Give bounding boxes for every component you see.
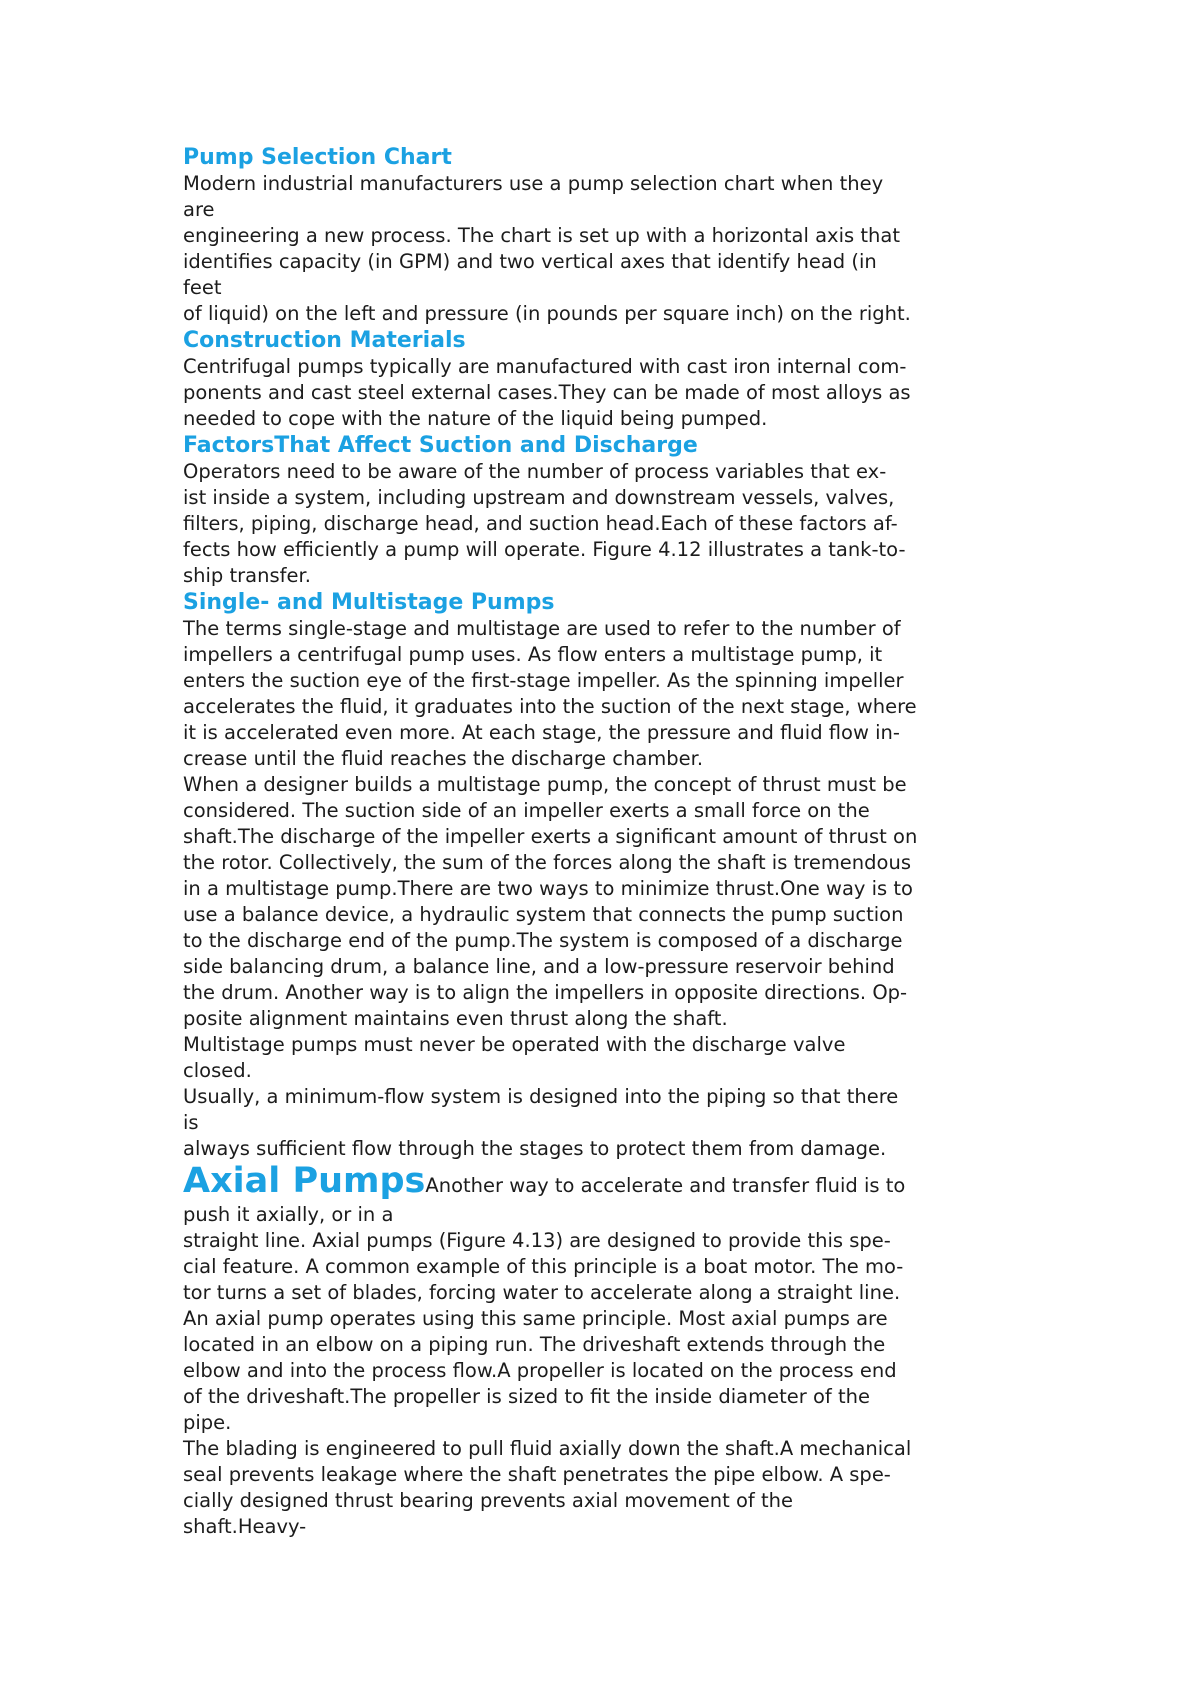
body-line: considered. The suction side of an impeller exerts a small force on the <box>183 799 870 822</box>
body-line: push it axially, or in a <box>183 1203 394 1226</box>
body-line: cial feature. A common example of this principle is a boat motor. The mo- <box>183 1255 904 1278</box>
body-line: seal prevents leakage where the shaft penetrates the pipe elbow. A spe- <box>183 1463 891 1486</box>
body-line: engineering a new process. The chart is set up with a horizontal axis that <box>183 224 900 247</box>
body-line: ship transfer. <box>183 564 311 587</box>
body-line: always sufficient flow through the stages to protect them from damage. <box>183 1137 887 1160</box>
body-line: An axial pump operates using this same principle. Most axial pumps are <box>183 1307 888 1330</box>
body-line: Usually, a minimum-flow system is designed into the piping so that there <box>183 1085 899 1108</box>
body-line: ponents and cast steel external cases.They can be made of most alloys as <box>183 381 911 404</box>
body-line: is <box>183 1111 199 1134</box>
document-page <box>183 144 1043 1540</box>
body-line: identifies capacity (in GPM) and two vertical axes that identify head (in <box>183 250 877 273</box>
axial-pumps-first-line <box>183 1162 1043 1202</box>
body-line: of the driveshaft.The propeller is sized to fit the inside diameter of the <box>183 1385 870 1408</box>
body-line: cially designed thrust bearing prevents axial movement of the <box>183 1489 793 1512</box>
body-line: accelerates the fluid, it graduates into the suction of the next stage, where <box>183 695 917 718</box>
section-heading-single-multistage-pumps: Single- and Multistage Pumps <box>183 590 555 615</box>
body-line: When a designer builds a multistage pump, the concept of thrust must be <box>183 773 907 796</box>
section-heading-construction-materials: Construction Materials <box>183 328 466 353</box>
body-line: posite alignment maintains even thrust along the shaft. <box>183 1007 728 1030</box>
body-line: shaft.The discharge of the impeller exerts a significant amount of thrust on <box>183 825 918 848</box>
body-line: pipe. <box>183 1411 232 1434</box>
section-heading-pump-selection-chart: Pump Selection Chart <box>183 145 452 170</box>
body-line: The terms single-stage and multistage are used to refer to the number of <box>183 617 901 640</box>
body-line: impellers a centrifugal pump uses. As flow enters a multistage pump, it <box>183 643 883 666</box>
body-line: in a multistage pump.There are two ways to minimize thrust.One way is to <box>183 877 913 900</box>
body-line: ist inside a system, including upstream and downstream vessels, valves, <box>183 486 895 509</box>
body-line: Centrifugal pumps typically are manufactured with cast iron internal com- <box>183 355 907 378</box>
body-line: to the discharge end of the pump.The system is composed of a discharge <box>183 929 903 952</box>
body-line: side balancing drum, a balance line, and a low-pressure reservoir behind <box>183 955 895 978</box>
body-line: enters the suction eye of the first-stage impeller. As the spinning impeller <box>183 669 904 692</box>
body-line: of liquid) on the left and pressure (in pounds per square inch) on the right. <box>183 302 911 325</box>
body-line: closed. <box>183 1059 252 1082</box>
body-line: Modern industrial manufacturers use a pump selection chart when they <box>183 172 884 195</box>
body-line: The blading is engineered to pull fluid axially down the shaft.A mechanical <box>183 1437 912 1460</box>
body-line: Operators need to be aware of the number of process variables that ex- <box>183 460 887 483</box>
body-line: needed to cope with the nature of the liquid being pumped. <box>183 407 768 430</box>
body-text-inline: Another way to accelerate and transfer fluid is to <box>425 1174 906 1197</box>
body-line: tor turns a set of blades, forcing water to accelerate along a straight line. <box>183 1281 901 1304</box>
body-line: use a balance device, a hydraulic system that connects the pump suction <box>183 903 904 926</box>
body-line: the drum. Another way is to align the impellers in opposite directions. Op- <box>183 981 908 1004</box>
section-heading-axial-pumps: Axial Pumps <box>183 1161 426 1201</box>
section-heading-suction-discharge-factors: FactorsThat Affect Suction and Discharge <box>183 433 698 458</box>
body-line: crease until the fluid reaches the discharge chamber. <box>183 747 704 770</box>
body-line: are <box>183 198 215 221</box>
body-line: Multistage pumps must never be operated with the discharge valve <box>183 1033 846 1056</box>
body-line: filters, piping, discharge head, and suction head.Each of these factors af- <box>183 512 898 535</box>
body-line: straight line. Axial pumps (Figure 4.13) are designed to provide this spe- <box>183 1229 891 1252</box>
body-line: shaft.Heavy- <box>183 1515 307 1538</box>
body-line: feet <box>183 276 222 299</box>
body-line: located in an elbow on a piping run. The driveshaft extends through the <box>183 1333 886 1356</box>
body-line: fects how efficiently a pump will operate. Figure 4.12 illustrates a tank-to- <box>183 538 906 561</box>
body-line: the rotor. Collectively, the sum of the forces along the shaft is tremendous <box>183 851 911 874</box>
body-line: elbow and into the process flow.A propeller is located on the process end <box>183 1359 897 1382</box>
body-line: it is accelerated even more. At each stage, the pressure and fluid flow in- <box>183 721 900 744</box>
